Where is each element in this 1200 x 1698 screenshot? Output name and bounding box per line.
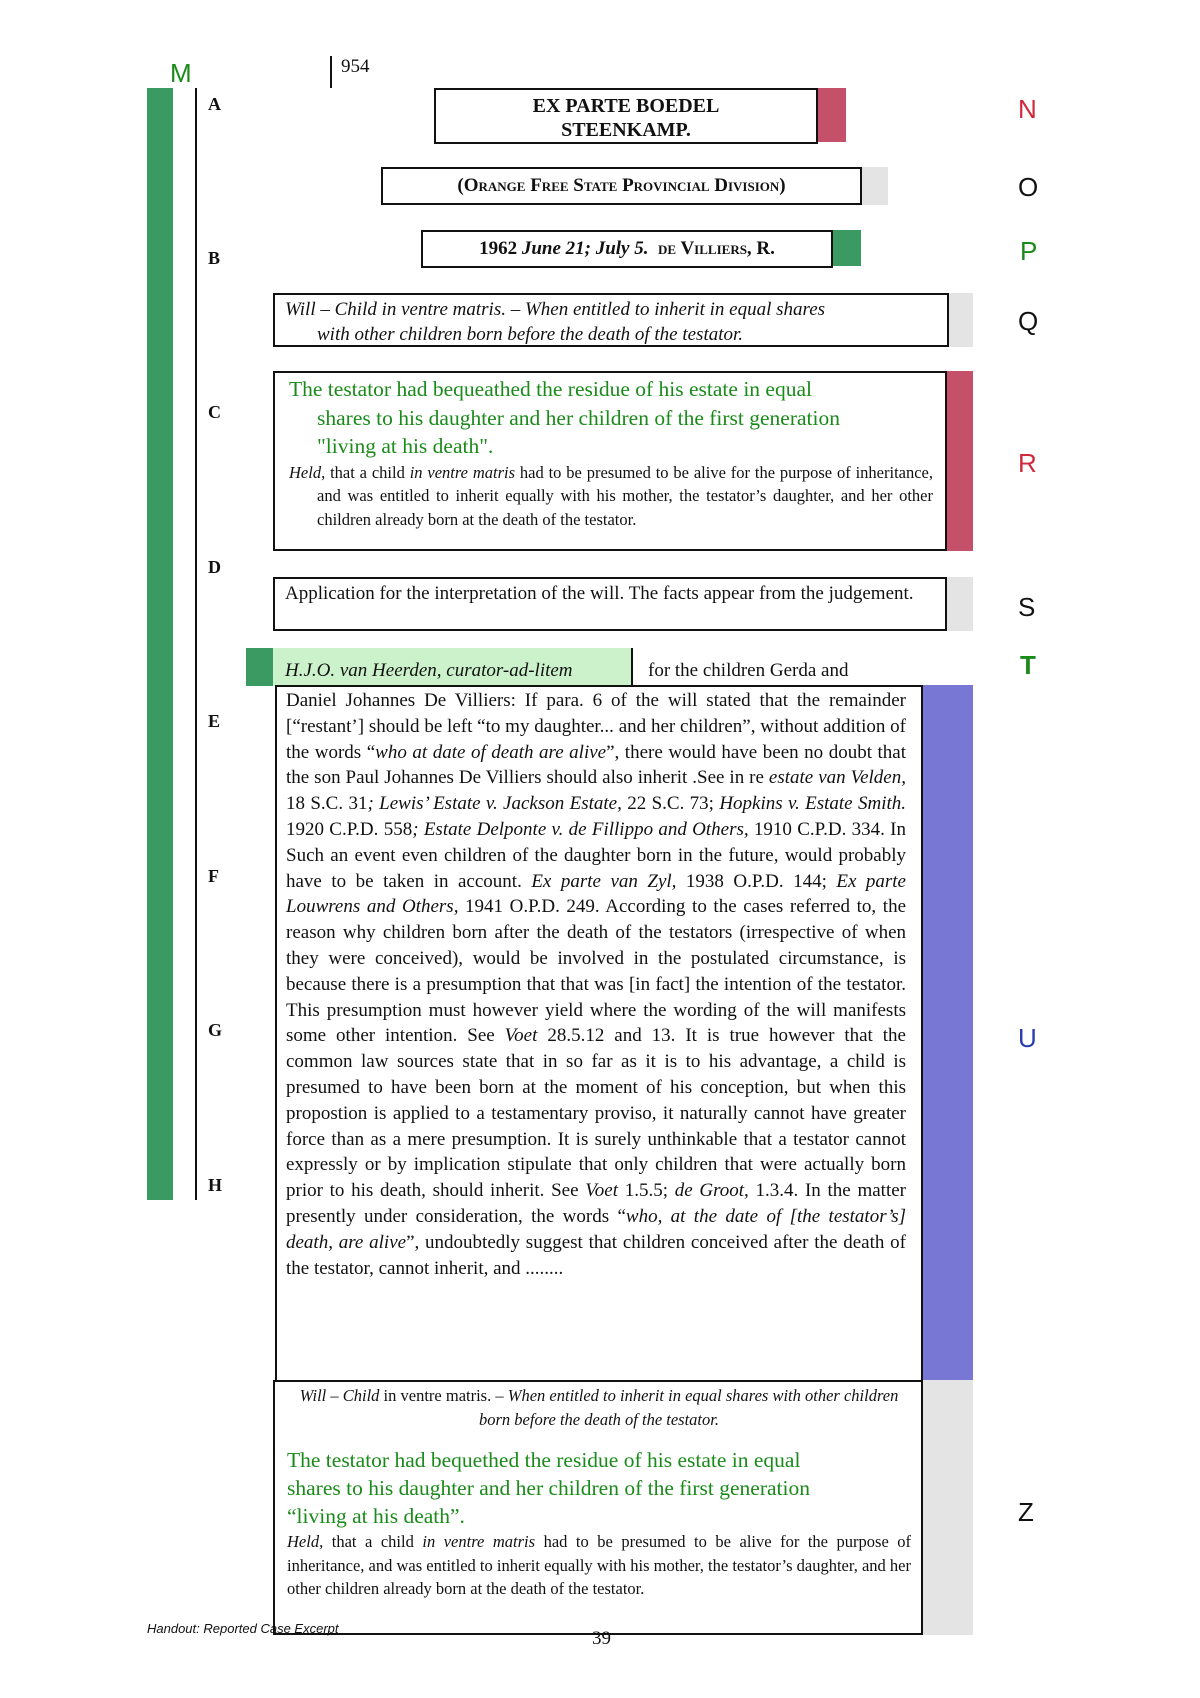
headnote-grey-tab — [949, 293, 973, 347]
arg-p10: 1.5.5; — [617, 1180, 675, 1202]
dateline-year: 1962 — [479, 238, 518, 259]
arg-case-5: Ex parte van Zyl, — [531, 870, 677, 892]
arg-p9: 28.5.12 and 13. It is true however that the common law sources state that in so far as it is to his advantage, a child is presumed to have been born at the moment of his conception, but when this propostion is applied to a testamentary proviso, it naturally cannot have greater force than as a mere presumption. It is surely unthinkable that a testator cannot expressly or by implication stipulate that only children that were actually born prior to his death, should inherit. See — [286, 1025, 906, 1202]
dateline-dates: June 21; July 5. — [521, 238, 649, 259]
arg-case-9: de Groot, — [674, 1180, 749, 1202]
arg-p5: 1920 C.P.D. 558 — [286, 818, 413, 840]
arg-p2: ”, there would have been no doubt that the son Paul Johannes De Villiers should also inherit .See in re — [286, 741, 906, 789]
bottom-catch-c: – When entitled to inherit in equal shares with other children born before the death of the testator. — [479, 1386, 899, 1429]
arg-p8: 1941 O.P.D. 249. According to the cases referred to, the reason why children born after the death of the testators (irrespective of when they were conceived), would be involved in the postulated circumstance, is because there is a presumption that that was [in fact] the intention of the testator. This presumption must however yield where the wording of the will manifests some other intention. See — [286, 896, 906, 1047]
page-number-rule — [330, 56, 332, 88]
arg-p6: 1910 C.P.D. 334. In Such an event even children of the daughter born in the future, would probably have to be taken in account. — [286, 818, 907, 892]
counsel-rest: for the children Gerda and — [648, 660, 849, 681]
left-rule — [195, 88, 197, 1200]
counsel-green-tab — [246, 648, 273, 686]
summary-held-c: had to be presumed to be alive for the purpose of inheritance, and was entitled to inherit equally with his mother, the testator’s daughter, and her other children already born at the death of the testator. — [317, 462, 933, 529]
arg-p11: 1.3.4. In the matter presently under consideration, the words “ — [286, 1180, 906, 1227]
dateline — [421, 230, 833, 268]
outer-letter-E: E — [208, 711, 221, 731]
outer-letter-D: D — [208, 557, 221, 577]
argument-blue-tab — [923, 685, 973, 1381]
case-title — [434, 88, 818, 144]
bottom-summary-box — [273, 1380, 923, 1635]
title-red-tab — [818, 88, 846, 142]
right-letter-U: U — [1018, 1023, 1037, 1053]
arg-p4: 22 S.C. 73; — [621, 793, 720, 815]
arg-p7: 1938 O.P.D. 144; — [676, 870, 837, 892]
outer-letter-H: H — [208, 1175, 223, 1195]
division-grey-tab — [862, 167, 888, 205]
case-title-line2: STEENKAMP. — [561, 119, 691, 141]
application-grey-tab — [947, 577, 973, 631]
case-title-line1: EX PARTE BOEDEL — [532, 95, 720, 117]
bottom-held-b: in ventre matris — [422, 1532, 536, 1551]
dateline-green-tab — [833, 230, 861, 266]
headnote-catchwords — [273, 293, 949, 347]
bottom-grey-tab — [923, 1380, 973, 1635]
arg-p1-italic: who at date of death are alive — [375, 741, 607, 763]
bottom-green-line2: shares to his daughter and her children of the first generation — [287, 1476, 810, 1500]
outer-letter-B: B — [208, 248, 221, 268]
right-letter-P: P — [1020, 236, 1038, 266]
argument-text — [286, 688, 906, 1281]
division-heading: (Orange Free State Provincial Division) — [381, 167, 862, 205]
bottom-green-line1: The testator had bequethed the residue of his estate in equal — [287, 1448, 801, 1472]
summary-green-text — [289, 375, 933, 461]
outer-letter-C: C — [208, 402, 221, 422]
summary-green-line1: The testator had bequeathed the residue of his estate in equal — [289, 377, 812, 401]
headnote-line1: Will – Child in ventre matris. – When entitled to inherit in equal shares — [285, 299, 826, 320]
arg-case-10: who, at the date of [the testator’s] death, are alive — [286, 1205, 906, 1253]
headnote-line2: with other children born before the death of the testator. — [317, 324, 744, 345]
summary-red-tab — [947, 371, 973, 551]
bottom-catch-a: Will – Child — [299, 1386, 380, 1405]
arg-case-4: ; Estate Delponte v. de Fillippo and Others, — [412, 818, 749, 840]
summary-green-line3: "living at his death". — [317, 434, 494, 458]
page-number: 954 — [341, 56, 370, 77]
arg-case-1: estate van Velden, — [768, 767, 906, 789]
summary-held — [289, 461, 933, 532]
arg-case-8: Voet — [585, 1180, 618, 1202]
bottom-green-line3: “living at his death”. — [287, 1504, 465, 1528]
arg-case-2: ; Lewis’ Estate v. Jackson Estate, — [367, 793, 622, 815]
footer-label: Handout: Reported Case Excerpt — [147, 1621, 339, 1636]
left-green-bar — [147, 88, 173, 1200]
right-letter-R: R — [1018, 448, 1037, 478]
bottom-green-text — [287, 1446, 911, 1530]
right-letter-T: T — [1020, 650, 1036, 680]
bottom-catch-b: in ventre matris. — [383, 1386, 492, 1405]
bottom-held-word: Held, — [287, 1532, 324, 1551]
outer-letter-A: A — [208, 94, 221, 114]
summary-box — [273, 371, 947, 551]
footer-page-number: 39 — [592, 1628, 611, 1649]
right-letter-O: O — [1018, 172, 1039, 202]
arg-case-7: Voet — [504, 1025, 538, 1047]
summary-held-word: Held, — [289, 462, 326, 482]
outer-letter-G: G — [208, 1020, 223, 1040]
summary-held-a: that a child — [330, 462, 405, 482]
arg-p12: ”, undoubtedly suggest that children conceived after the death of the testator, cannot inherit, and ........ — [286, 1231, 906, 1279]
summary-held-b: in ventre matris — [409, 462, 516, 482]
summary-green-line2: shares to his daughter and her children of the first generation — [317, 405, 840, 430]
margin-letter-M: M — [170, 58, 192, 88]
bottom-catchwords — [287, 1384, 911, 1432]
arg-p1: Daniel Johannes De Villiers: If para. 6 of the will stated that the remainder [“restant’] should be left “to my daughter... and her children”, without addition of the words “ — [286, 690, 906, 763]
right-letter-Q: Q — [1018, 306, 1039, 336]
bottom-held — [287, 1530, 911, 1601]
arg-case-6: Ex parte Louwrens and Others, — [286, 870, 906, 918]
bottom-held-c: had to be presumed to be alive for the purpose of inheritance, and was entitled to inherit equally with his mother, the testator’s daughter, and her other children already born at the death of the testator. — [287, 1532, 912, 1598]
right-letter-N: N — [1018, 94, 1037, 124]
outer-letter-F: F — [208, 866, 219, 886]
right-letter-Z: Z — [1018, 1497, 1034, 1527]
arg-case-3: Hopkins v. Estate Smith. — [719, 793, 907, 815]
arg-p3: 18 S.C. 31 — [286, 793, 368, 815]
bottom-held-a: that a child — [331, 1532, 414, 1551]
counsel-name: H.J.O. van Heerden, curator-ad-litem — [273, 648, 633, 686]
application-box: Application for the interpretation of the will. The facts appear from the judgement. — [273, 577, 947, 631]
right-letter-S: S — [1018, 592, 1036, 622]
dateline-judge: de Villiers, R. — [658, 238, 775, 259]
